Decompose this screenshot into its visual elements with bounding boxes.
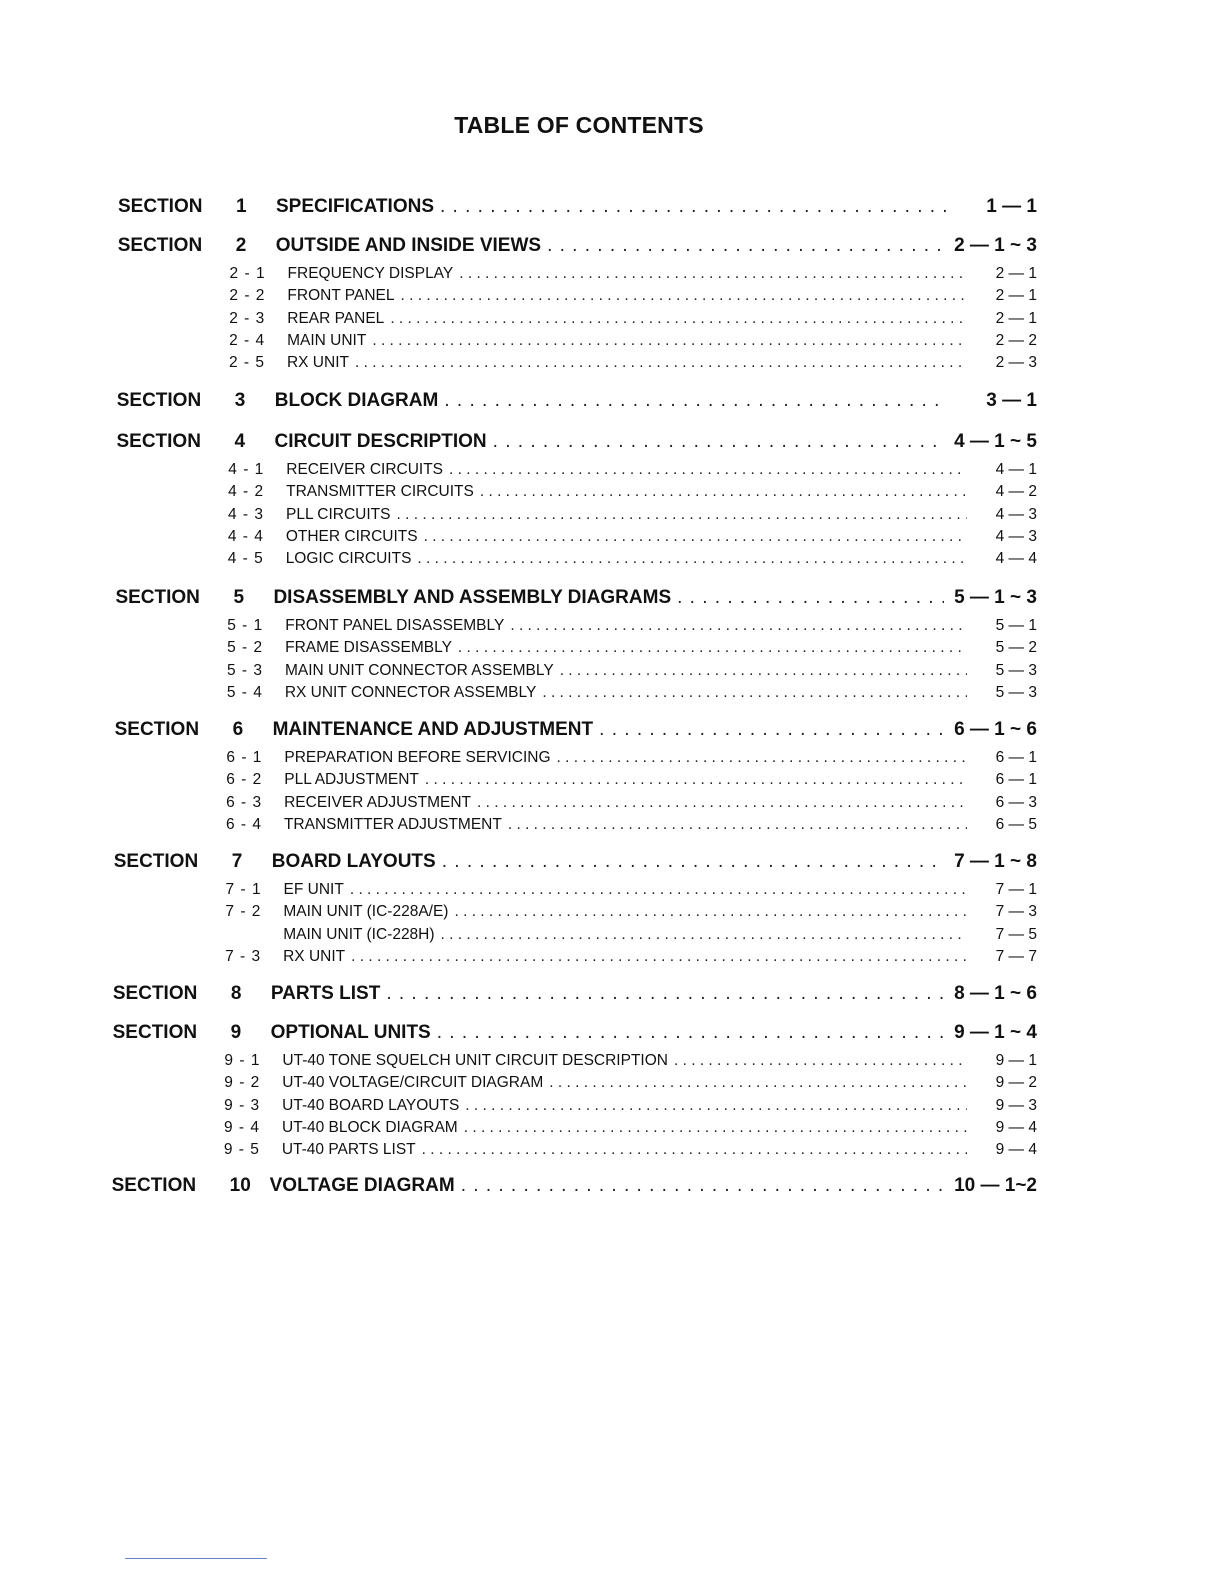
subsection-title: FRONT PANEL DISASSEMBLY [285, 617, 505, 634]
subsection-number: 2 - 4 [229, 331, 266, 349]
dot-leader [441, 926, 967, 944]
toc-section-row [112, 1175, 1037, 1201]
toc-section-row [117, 390, 1037, 416]
dot-leader [477, 794, 967, 812]
section-number: 6 [232, 719, 244, 740]
dot-leader [599, 719, 944, 741]
subsection-page: 2 — 1 [995, 265, 1037, 282]
subsection-page: 4 — 3 [995, 527, 1037, 545]
subsection-title: PREPARATION BEFORE SERVICING [284, 749, 551, 766]
toc-subsection-row [228, 461, 1037, 483]
dot-leader [351, 948, 967, 966]
toc-subsection-row [226, 816, 1037, 838]
dot-leader [461, 1175, 944, 1197]
toc-subsection-row [225, 903, 1037, 925]
section-page-range: 7 — 1 ~ 8 [954, 851, 1037, 872]
subsection-page: 5 — 3 [995, 661, 1037, 679]
section-title: BOARD LAYOUTS [271, 851, 436, 872]
subsection-number: 9 - 1 [224, 1052, 261, 1069]
dot-leader [459, 265, 967, 283]
subsection-title: RX UNIT CONNECTOR ASSEMBLY [284, 683, 537, 701]
subsection-page: 5 — 2 [995, 639, 1037, 657]
subsection-number: 4 - 4 [227, 527, 264, 545]
subsection-title: OTHER CIRCUITS [285, 527, 418, 545]
subsection-title: TRANSMITTER ADJUSTMENT [283, 815, 502, 833]
subsection-page: 9 — 4 [995, 1141, 1037, 1159]
toc-subsection-row [228, 483, 1037, 505]
toc-subsection-row [227, 662, 1037, 684]
subsection-number: 7 - 3 [225, 947, 262, 965]
subsection-number: 6 - 4 [225, 815, 262, 833]
section-title: CIRCUIT DESCRIPTION [274, 431, 487, 452]
dot-leader [449, 461, 967, 479]
subsection-number: 6 - 3 [226, 793, 263, 811]
subsection-title: MAIN UNIT (IC-228A/E) [283, 903, 449, 921]
dot-leader [401, 287, 967, 305]
dot-leader [547, 235, 944, 257]
section-page-range: 4 — 1 ~ 5 [954, 431, 1037, 452]
subsection-title: RX UNIT [283, 947, 346, 965]
section-page-range: 9 — 1 ~ 4 [954, 1022, 1037, 1043]
subsection-title: PLL ADJUSTMENT [284, 771, 419, 789]
subsection-page: 5 — 3 [995, 683, 1037, 701]
toc-section-row [115, 719, 1037, 745]
subsection-page: 4 — 1 [995, 461, 1037, 478]
subsection-title: UT-40 PARTS LIST [281, 1141, 416, 1159]
dot-leader [677, 587, 944, 609]
subsection-page: 7 — 1 [995, 881, 1037, 898]
dot-leader [424, 528, 967, 546]
toc-subsection-row [227, 684, 1037, 706]
section-label: SECTION [112, 983, 198, 1004]
section-number: 4 [234, 431, 246, 452]
section-title: VOLTAGE DIAGRAM [269, 1175, 455, 1196]
subsection-number: 5 - 4 [226, 683, 263, 701]
toc-subsection-row [226, 794, 1037, 816]
subsection-title: MAIN UNIT (IC-228H) [283, 925, 435, 943]
section-number: 3 [234, 390, 246, 411]
subsection-title: MAIN UNIT CONNECTOR ASSEMBLY [284, 661, 554, 679]
subsection-page: 2 — 2 [995, 331, 1037, 349]
section-page-range: 6 — 1 ~ 6 [954, 719, 1037, 740]
subsection-title: FRAME DISASSEMBLY [285, 639, 452, 657]
subsection-number: 5 - 1 [227, 617, 264, 634]
section-number: 5 [233, 587, 245, 608]
toc-subsection-row [225, 948, 1037, 970]
dot-leader [480, 483, 967, 501]
toc-subsection-row [228, 550, 1037, 572]
dot-leader [465, 1097, 967, 1115]
subsection-title: TRANSMITTER CIRCUITS [286, 483, 474, 501]
section-number: 9 [230, 1022, 242, 1043]
toc-section-row [113, 983, 1037, 1009]
dot-leader [444, 390, 947, 412]
subsection-page: 9 — 4 [995, 1118, 1037, 1136]
dot-leader [417, 550, 967, 568]
section-number: 1 [236, 196, 247, 217]
section-page-range: 8 — 1 ~ 6 [954, 983, 1037, 1004]
subsection-number: 7 - 2 [225, 903, 262, 921]
subsection-number: 4 - 1 [228, 461, 265, 478]
toc-section-row [113, 1022, 1037, 1048]
section-page-range: 3 — 1 [986, 390, 1037, 411]
subsection-page: 4 — 2 [995, 483, 1037, 501]
subsection-page: 7 — 7 [995, 947, 1037, 965]
toc-subsection-row [227, 617, 1037, 639]
dot-leader [442, 851, 944, 873]
dot-leader [454, 903, 967, 921]
subsection-title: UT-40 BOARD LAYOUTS [282, 1096, 460, 1114]
subsection-number: 2 - 2 [229, 287, 266, 305]
section-label: SECTION [117, 235, 203, 256]
subsection-page: 4 — 4 [995, 550, 1037, 568]
section-page-range: 10 — 1~2 [954, 1175, 1037, 1196]
subsection-page: 9 — 3 [995, 1096, 1037, 1114]
subsection-number: 4 - 3 [227, 505, 264, 523]
section-label: SECTION [114, 719, 200, 740]
subsection-title: RX UNIT [286, 354, 349, 372]
dot-leader [425, 771, 967, 789]
subsection-page: 6 — 1 [995, 771, 1037, 789]
subsection-number: 4 - 2 [228, 483, 265, 501]
toc-subsection-row [226, 749, 1037, 771]
subsection-number: 9 - 5 [223, 1141, 260, 1159]
dot-leader [386, 983, 944, 1005]
subsection-page: 6 — 5 [995, 815, 1037, 833]
subsection-number: 5 - 2 [227, 639, 264, 657]
subsection-page: 6 — 1 [995, 749, 1037, 766]
subsection-number: 6 - 2 [226, 771, 263, 789]
dot-leader [560, 662, 967, 680]
toc-subsection-row [229, 354, 1037, 376]
dot-leader [464, 1119, 967, 1137]
section-title: MAINTENANCE AND ADJUSTMENT [272, 719, 594, 740]
section-title: PARTS LIST [270, 983, 381, 1004]
section-label: SECTION [116, 431, 201, 452]
section-number: 8 [230, 983, 242, 1004]
dot-leader [557, 749, 967, 767]
section-title: BLOCK DIAGRAM [274, 390, 439, 411]
page-title: TABLE OF CONTENTS [454, 112, 704, 138]
subsection-page: 9 — 1 [995, 1052, 1037, 1069]
section-label: SECTION [115, 587, 200, 608]
subsection-page: 2 — 3 [995, 354, 1037, 372]
toc-section-row [114, 851, 1037, 877]
subsection-page: 2 — 1 [995, 287, 1037, 305]
footer-rule [125, 1558, 267, 1559]
subsection-title: MAIN UNIT [287, 331, 367, 349]
toc-subsection-row [229, 287, 1037, 309]
section-page-range: 2 — 1 ~ 3 [954, 235, 1037, 256]
subsection-number: 9 - 3 [224, 1096, 261, 1114]
subsection-title: LOGIC CIRCUITS [285, 550, 412, 568]
toc-subsection-row [226, 771, 1037, 793]
dot-leader [390, 310, 967, 328]
subsection-number: 6 - 1 [226, 749, 263, 766]
dot-leader [355, 354, 967, 372]
subsection-number: 7 - 1 [225, 881, 262, 898]
dot-leader [350, 881, 967, 899]
toc-subsection-row [224, 1052, 1037, 1074]
subsection-title: FRONT PANEL [287, 287, 395, 305]
subsection-title: RECEIVER CIRCUITS [286, 461, 444, 478]
toc-subsection-row [224, 1119, 1037, 1141]
dot-leader [372, 332, 967, 350]
subsection-page: 2 — 1 [995, 309, 1037, 327]
dot-leader [422, 1141, 967, 1159]
dot-leader [674, 1052, 967, 1070]
toc-subsection-row [224, 1074, 1037, 1096]
dot-leader [458, 639, 967, 657]
dot-leader [510, 617, 967, 635]
subsection-title: FREQUENCY DISPLAY [287, 265, 454, 282]
toc-subsection-row [225, 926, 1037, 948]
toc-subsection-row [227, 639, 1037, 661]
dot-leader [397, 506, 967, 524]
subsection-page: 9 — 2 [995, 1074, 1037, 1092]
section-label: SECTION [113, 851, 199, 872]
section-label: SECTION [111, 1175, 197, 1196]
subsection-title: EF UNIT [283, 881, 344, 898]
subsection-title: UT-40 TONE SQUELCH UNIT CIRCUIT DESCRIPTION [282, 1052, 668, 1069]
toc-section-row [118, 235, 1037, 261]
subsection-page: 4 — 3 [995, 505, 1037, 523]
subsection-page: 6 — 3 [995, 793, 1037, 811]
toc-section-row [115, 587, 1037, 613]
subsection-number: 4 - 5 [227, 550, 264, 568]
toc-section-row [118, 196, 1037, 222]
dot-leader [440, 196, 947, 218]
subsection-number: 2 - 1 [229, 265, 266, 282]
section-number: 10 [229, 1175, 251, 1196]
subsection-number: 2 - 3 [229, 309, 266, 327]
section-title: OPTIONAL UNITS [270, 1022, 431, 1043]
toc-subsection-row [224, 1097, 1037, 1119]
subsection-number: 5 - 3 [226, 661, 263, 679]
subsection-page: 7 — 5 [995, 925, 1037, 943]
section-label: SECTION [112, 1022, 198, 1043]
subsection-number: 9 - 2 [224, 1074, 261, 1092]
dot-leader [437, 1022, 944, 1044]
toc-subsection-row [226, 881, 1037, 903]
toc-section-row [116, 431, 1037, 457]
toc-subsection-row [229, 310, 1037, 332]
section-label: SECTION [116, 390, 202, 411]
section-page-range: 1 — 1 [986, 196, 1037, 217]
subsection-title: RECEIVER ADJUSTMENT [284, 793, 471, 811]
section-number: 2 [235, 235, 247, 256]
dot-leader [549, 1074, 967, 1092]
subsection-page: 5 — 1 [995, 617, 1037, 634]
dot-leader [542, 684, 967, 702]
subsection-page: 7 — 3 [995, 903, 1037, 921]
subsection-title: UT-40 VOLTAGE/CIRCUIT DIAGRAM [282, 1074, 544, 1092]
section-title: DISASSEMBLY AND ASSEMBLY DIAGRAMS [273, 587, 672, 608]
toc-subsection-row [224, 1141, 1037, 1163]
toc-subsection-row [230, 265, 1037, 287]
section-label: SECTION [118, 196, 203, 217]
toc-subsection-row [229, 332, 1037, 354]
subsection-number: 9 - 4 [224, 1118, 261, 1136]
dot-leader [493, 431, 944, 453]
subsection-title: REAR PANEL [287, 309, 385, 327]
section-title: SPECIFICATIONS [276, 196, 434, 217]
dot-leader [508, 816, 967, 834]
toc-subsection-row [228, 506, 1037, 528]
section-title: OUTSIDE AND INSIDE VIEWS [275, 235, 542, 256]
subsection-title: PLL CIRCUITS [285, 505, 391, 523]
subsection-title: UT-40 BLOCK DIAGRAM [282, 1118, 458, 1136]
subsection-number: 2 - 5 [228, 354, 265, 372]
toc-subsection-row [228, 528, 1037, 550]
section-page-range: 5 — 1 ~ 3 [954, 587, 1037, 608]
section-number: 7 [231, 851, 243, 872]
